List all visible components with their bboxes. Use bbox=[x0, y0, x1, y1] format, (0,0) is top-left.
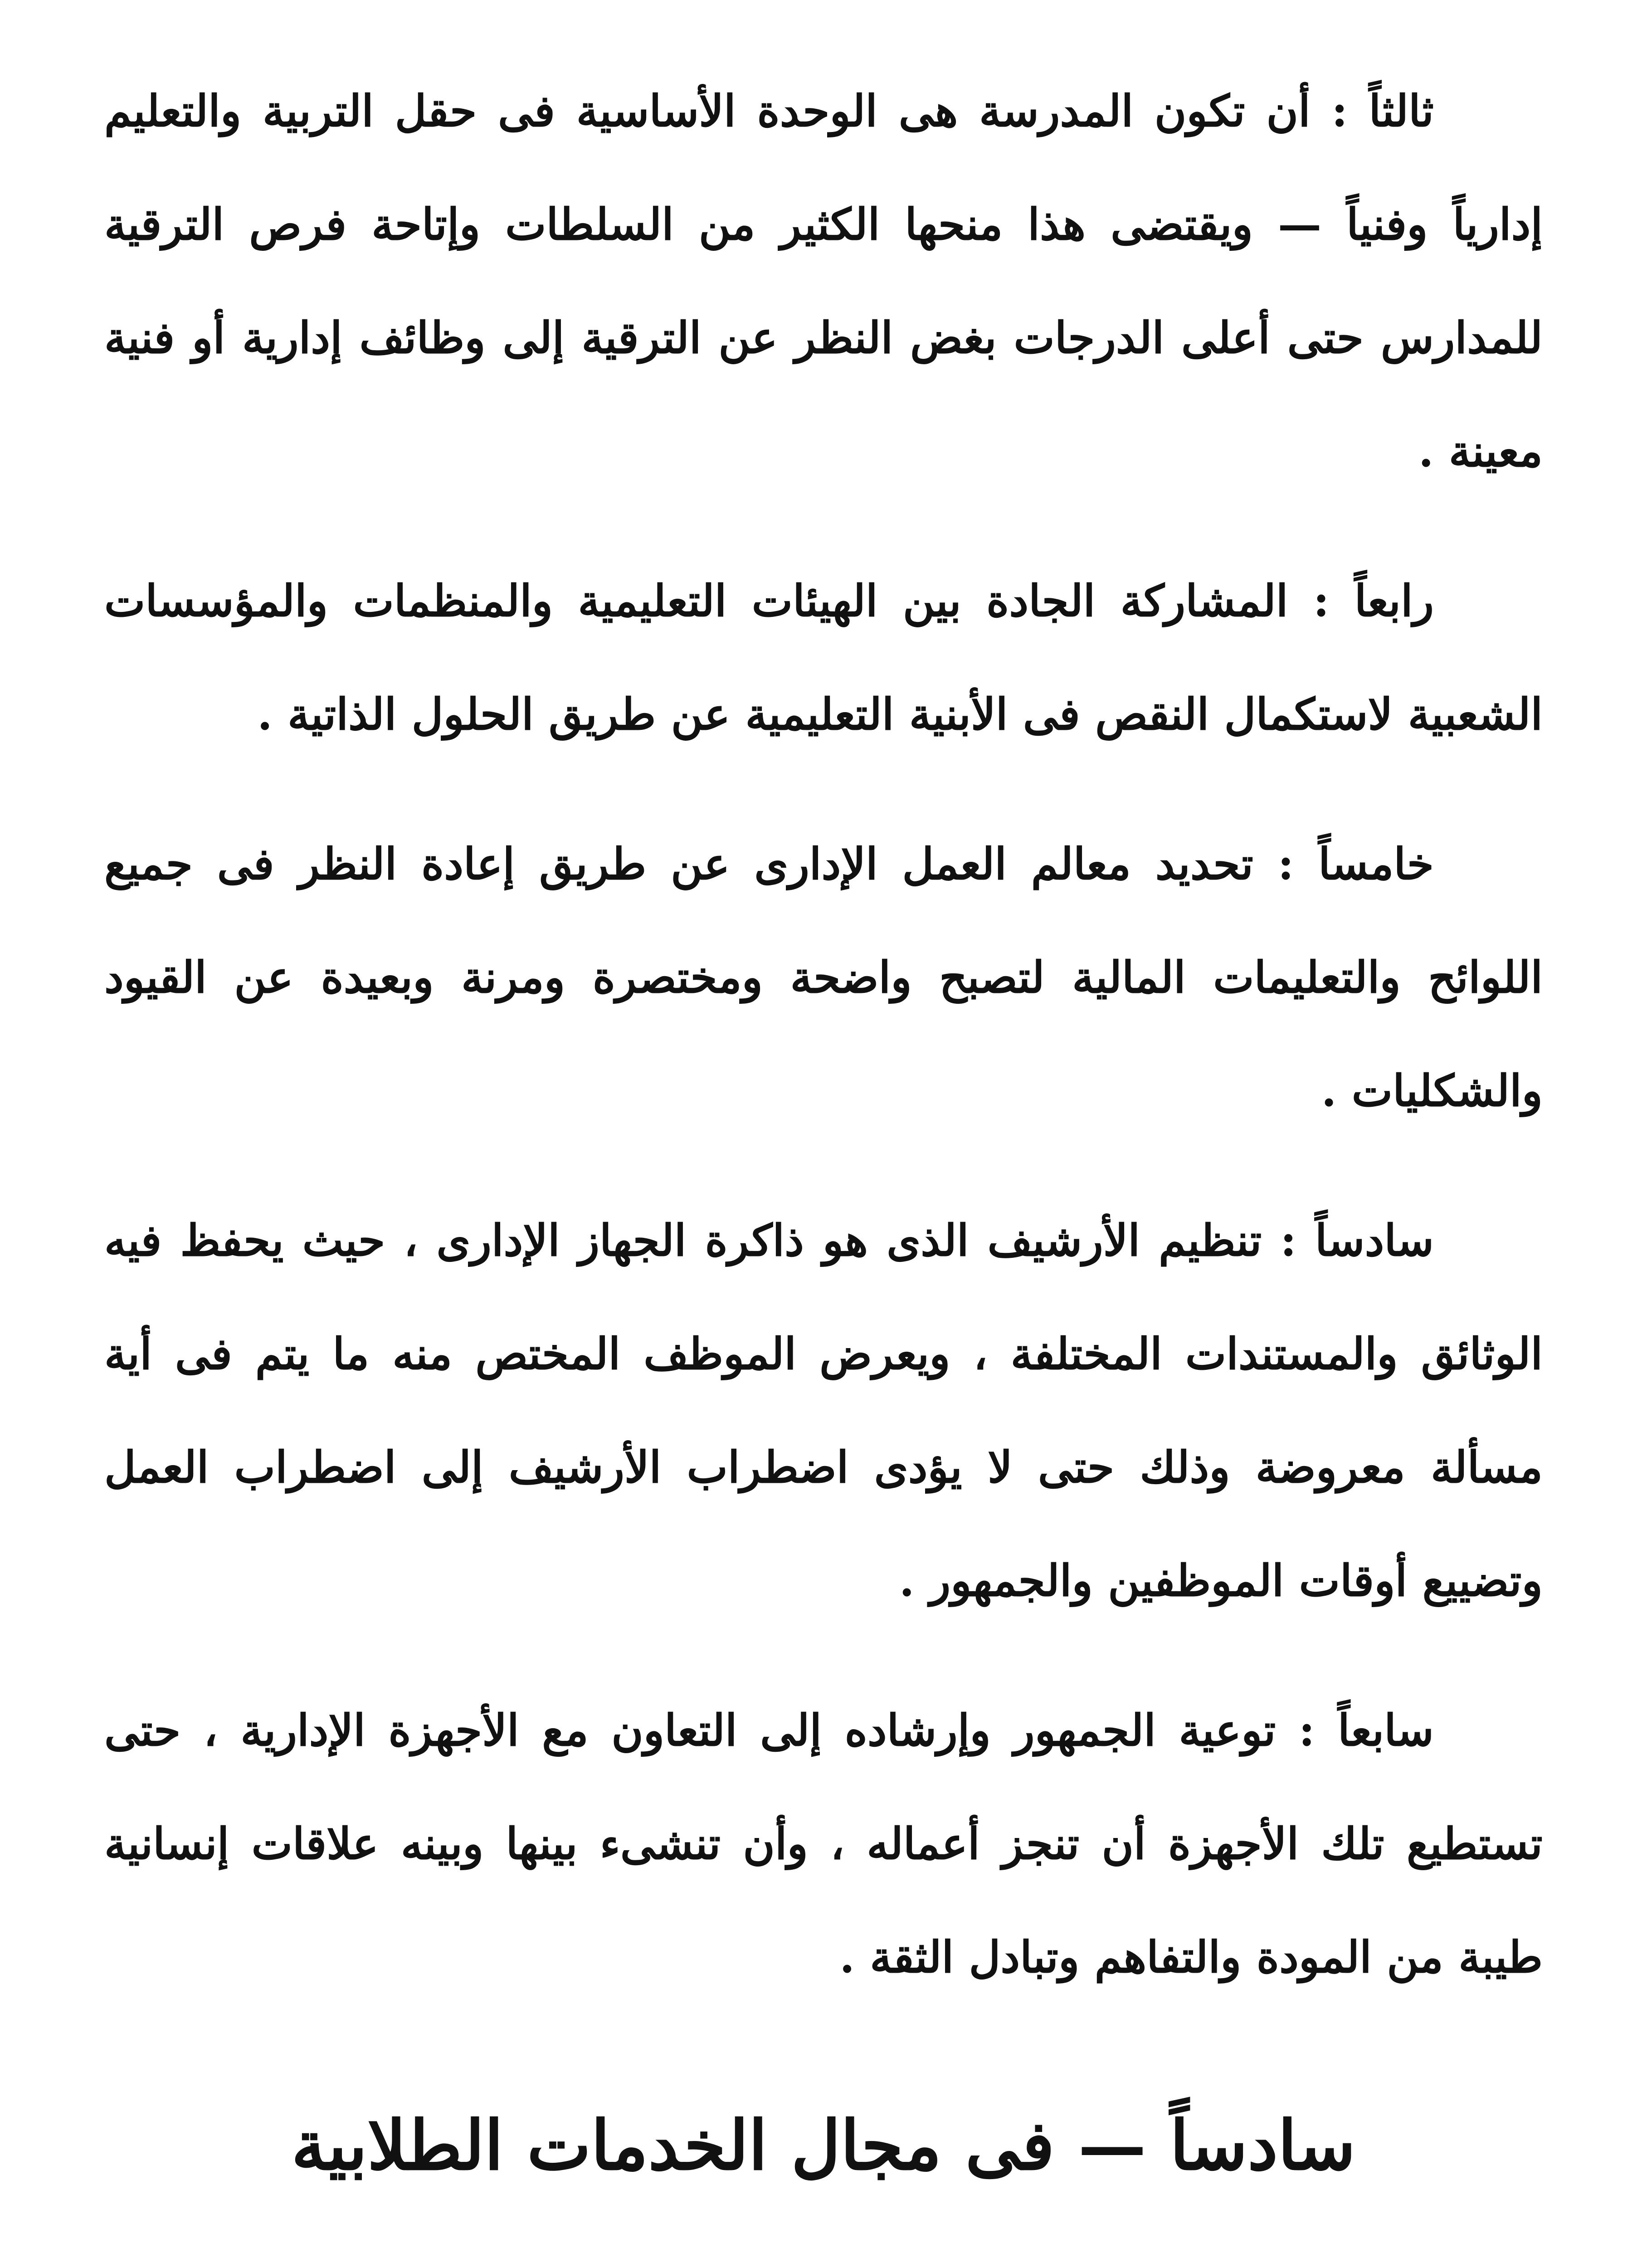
section-paragraph-intro bbox=[104, 2259, 1543, 2268]
paragraph-sixth: سادساً : تنظيم الأرشيف الذى هو ذاكرة الجهاز الإدارى ، حيث يحفظ فيه الوثائق والمستندات المختلفة ، ويعرض الموظف المختص منه ما يتم فى أية مسألة معروضة وذلك حتى لا يؤدى اضطراب الأرشيف إلى اضطراب العمل وتضييع أوقات الموظفين والجمهور . bbox=[104, 1215, 1543, 1606]
paragraph-third: ثالثاً : أن تكون المدرسة هى الوحدة الأساسية فى حقل التربية والتعليم إدارياً وفنياً — ويقتضى هذا منحها الكثير من السلطات وإتاحة فرص الترقية للمدارس حتى أعلى الدرجات بغض النظر عن الترقية إلى وظائف إدارية أو فنية معينة . bbox=[104, 85, 1543, 477]
section-heading: سادساً — فى مجال الخدمات الطلابية bbox=[291, 2106, 1356, 2185]
paragraph-seventh: سابعاً : توعية الجمهور وإرشاده إلى التعاون مع الأجهزة الإدارية ، حتى تستطيع تلك الأجهزة أن تنجز أعماله ، وأن تنشىء بينها وبينه علاقات إنسانية طيبة من المودة والتفاهم وتبادل الثقة . bbox=[104, 1705, 1543, 1983]
paragraph-fifth: خامساً : تحديد معالم العمل الإدارى عن طريق إعادة النظر فى جميع اللوائح والتعليمات المالية لتصبح واضحة ومختصرة ومرنة وبعيدة عن القيود والشكليات . bbox=[104, 838, 1543, 1116]
document-body bbox=[104, 54, 1543, 2268]
paragraph-fourth: رابعاً : المشاركة الجادة بين الهيئات التعليمية والمنظمات والمؤسسات الشعبية لاستكمال النقص فى الأبنية التعليمية عن طريق الحلول الذاتية . bbox=[104, 575, 1543, 740]
